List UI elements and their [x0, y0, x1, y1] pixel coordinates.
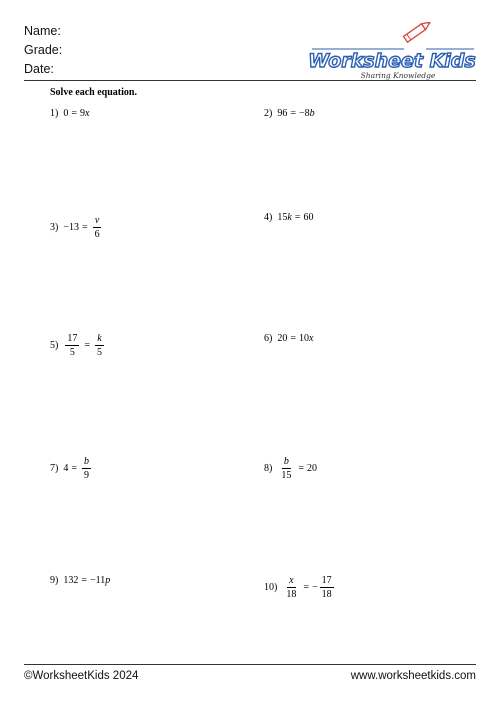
header-divider	[24, 80, 476, 81]
numerator: 17	[321, 575, 332, 586]
problem-number: 4)	[264, 212, 273, 223]
equals-sign: =	[81, 222, 88, 233]
pencil-icon	[404, 22, 433, 42]
equals-sign: =	[294, 212, 301, 223]
lhs: −13	[63, 222, 79, 233]
worksheet-kids-logo	[306, 22, 478, 82]
lhs-coefficient: 15	[277, 212, 288, 223]
problem-number: 10)	[264, 582, 278, 593]
grade-label: Grade:	[24, 43, 63, 57]
equals-sign: =	[298, 463, 304, 474]
lhs: 20	[277, 333, 288, 344]
fraction	[279, 456, 293, 481]
numerator: k	[97, 333, 102, 344]
problem-number: 8)	[264, 463, 273, 474]
problem-1	[50, 108, 89, 119]
denominator: 18	[286, 589, 297, 600]
variable: x	[308, 333, 314, 344]
rhs: 60	[303, 212, 314, 223]
numerator: x	[289, 575, 294, 586]
denominator: 15	[281, 470, 292, 481]
problem-number: 1)	[50, 108, 59, 119]
fraction	[82, 456, 91, 481]
rhs-coefficient: 10	[298, 333, 309, 344]
lhs: 0	[63, 108, 69, 119]
equals-sign: =	[290, 108, 296, 119]
equals-sign: =	[303, 582, 309, 593]
negative-sign: −	[311, 582, 318, 593]
problem-number: 7)	[50, 463, 59, 474]
right-fraction	[95, 333, 104, 358]
problem-number: 2)	[264, 108, 273, 119]
problem-3	[50, 215, 104, 240]
copyright-text: ©WorksheetKids 2024	[24, 670, 139, 682]
rhs-coefficient: −8	[298, 108, 310, 119]
fraction	[93, 215, 102, 240]
website-url: www.worksheetkids.com	[350, 670, 476, 682]
logo-tagline-text: Sharing Knowledge	[360, 71, 436, 80]
equals-sign: =	[71, 108, 77, 119]
problem-number: 9)	[50, 575, 59, 586]
denominator: 5	[69, 347, 75, 358]
equals-sign: =	[71, 463, 77, 474]
equals-sign: =	[81, 575, 87, 586]
denominator: 18	[321, 589, 332, 600]
denominator: 6	[94, 229, 100, 240]
variable: k	[287, 212, 292, 223]
problem-4	[264, 212, 313, 223]
numerator: b	[283, 456, 289, 467]
rhs: 20	[306, 463, 317, 474]
date-label: Date:	[24, 62, 54, 76]
numerator: v	[94, 215, 100, 226]
problem-7	[50, 456, 93, 481]
problem-9	[50, 575, 110, 586]
equals-sign: =	[84, 340, 90, 351]
problem-5	[50, 333, 106, 358]
problem-number: 3)	[50, 222, 59, 233]
problem-number: 6)	[264, 333, 273, 344]
variable: x	[84, 108, 90, 119]
problem-2	[264, 108, 315, 119]
problem-10	[264, 575, 336, 600]
denominator: 9	[83, 470, 89, 481]
variable: b	[309, 108, 315, 119]
rhs-coefficient: −11	[89, 575, 106, 586]
name-label: Name:	[24, 24, 61, 38]
problem-6	[264, 333, 313, 344]
footer-divider	[24, 664, 476, 665]
lhs: 4	[63, 463, 69, 474]
numerator: 17	[67, 333, 78, 344]
logo-brand-text: Worksheet Kids	[308, 50, 476, 72]
left-fraction	[284, 575, 298, 600]
denominator: 5	[96, 347, 102, 358]
right-fraction	[320, 575, 334, 600]
left-fraction	[65, 333, 79, 358]
problem-8	[264, 456, 317, 481]
lhs: 132	[63, 575, 79, 586]
numerator: b	[83, 456, 89, 467]
equals-sign: =	[290, 333, 296, 344]
problem-number: 5)	[50, 340, 59, 351]
rhs-coefficient: 9	[79, 108, 85, 119]
lhs: 96	[277, 108, 288, 119]
variable: p	[105, 575, 111, 586]
instructions: Solve each equation.	[50, 87, 137, 98]
